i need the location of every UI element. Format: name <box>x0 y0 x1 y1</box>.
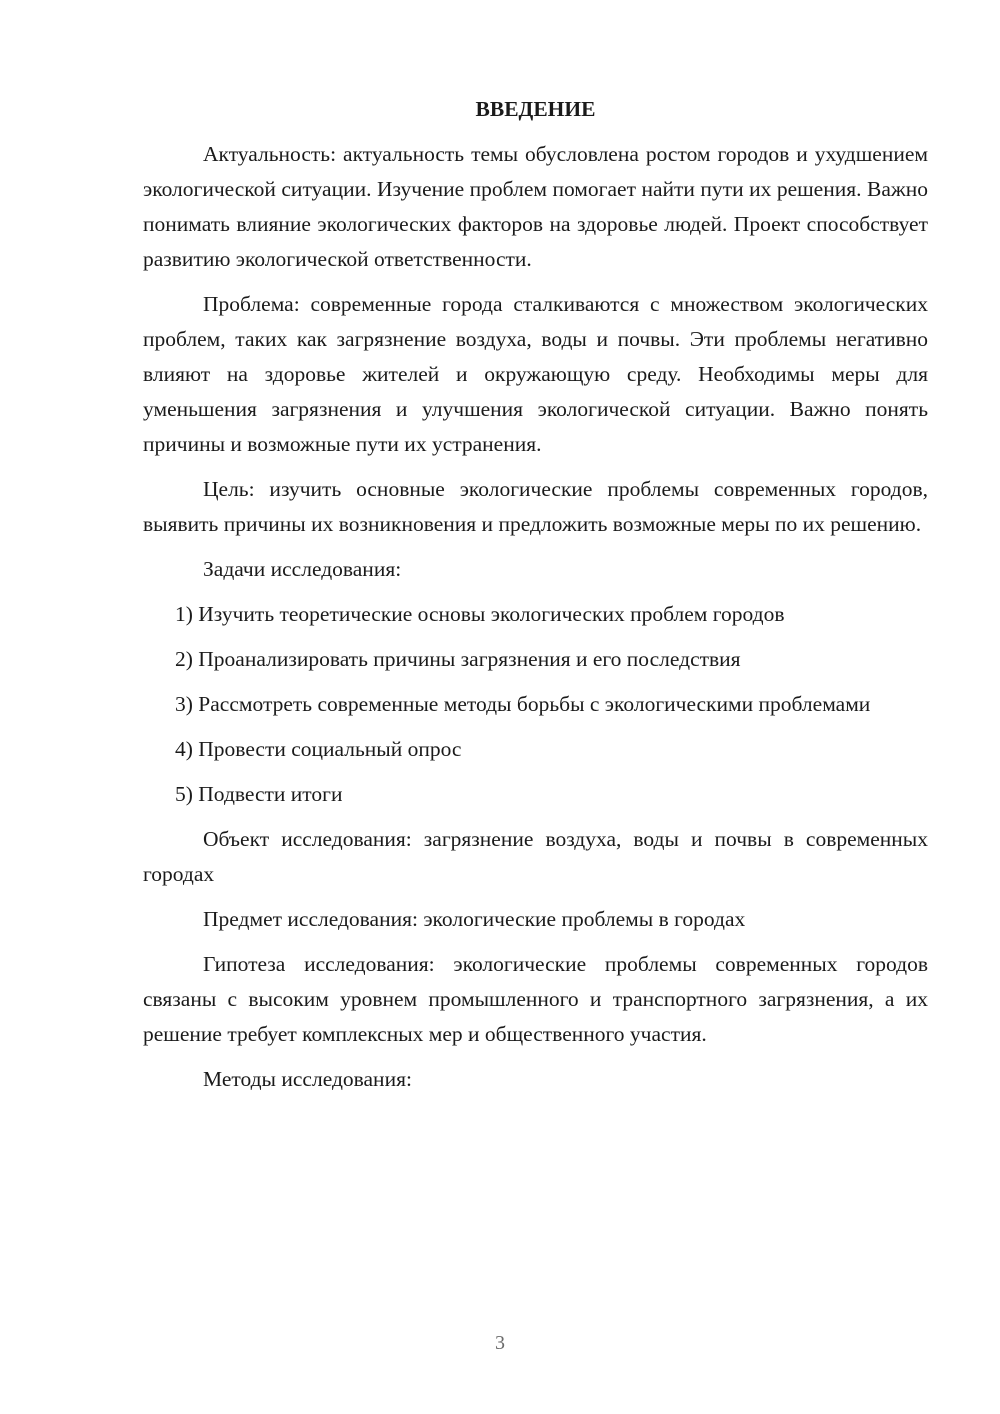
object-paragraph: Объект исследования: загрязнение воздуха, воды и почвы в современных городах <box>143 827 928 886</box>
relevance-paragraph: Актуальность: актуальность темы обусловлена ростом городов и ухудшением экологической ситуации. Изучение проблем помогает найти пути их решения. Важно понимать влияние экологических факторов на здоровье людей. Проект способствует развитию экологической ответственности. <box>143 142 928 271</box>
problem-paragraph: Проблема: современные города сталкиваются с множеством экологических проблем, таких как загрязнение воздуха, воды и почвы. Эти проблемы негативно влияют на здоровье жителей и окружающую среду. Необходимы меры для уменьшения загрязнения и улучшения экологической ситуации. Важно понять причины и возможные пути их устранения. <box>143 292 928 456</box>
task-item-1: 1) Изучить теоретические основы экологических проблем городов <box>175 602 785 626</box>
task-item-2: 2) Проанализировать причины загрязнения и его последствия <box>175 647 741 671</box>
page-number: 3 <box>495 1332 505 1354</box>
section-title: ВВЕДЕНИЕ <box>475 97 596 121</box>
task-item-4: 4) Провести социальный опрос <box>175 737 462 761</box>
goal-paragraph: Цель: изучить основные экологические проблемы современных городов, выявить причины их возникновения и предложить возможные меры по их решению. <box>143 477 928 536</box>
document-page <box>143 92 928 1107</box>
methods-heading: Методы исследования: <box>203 1067 412 1091</box>
tasks-heading: Задачи исследования: <box>203 557 402 581</box>
hypothesis-paragraph: Гипотеза исследования: экологические проблемы современных городов связаны с высоким уровнем промышленного и транспортного загрязнения, а их решение требует комплексных мер и общественного участия. <box>143 952 928 1046</box>
subject-paragraph: Предмет исследования: экологические проблемы в городах <box>203 907 746 931</box>
task-item-3: 3) Рассмотреть современные методы борьбы с экологическими проблемами <box>175 692 871 716</box>
task-item-5: 5) Подвести итоги <box>175 782 343 806</box>
